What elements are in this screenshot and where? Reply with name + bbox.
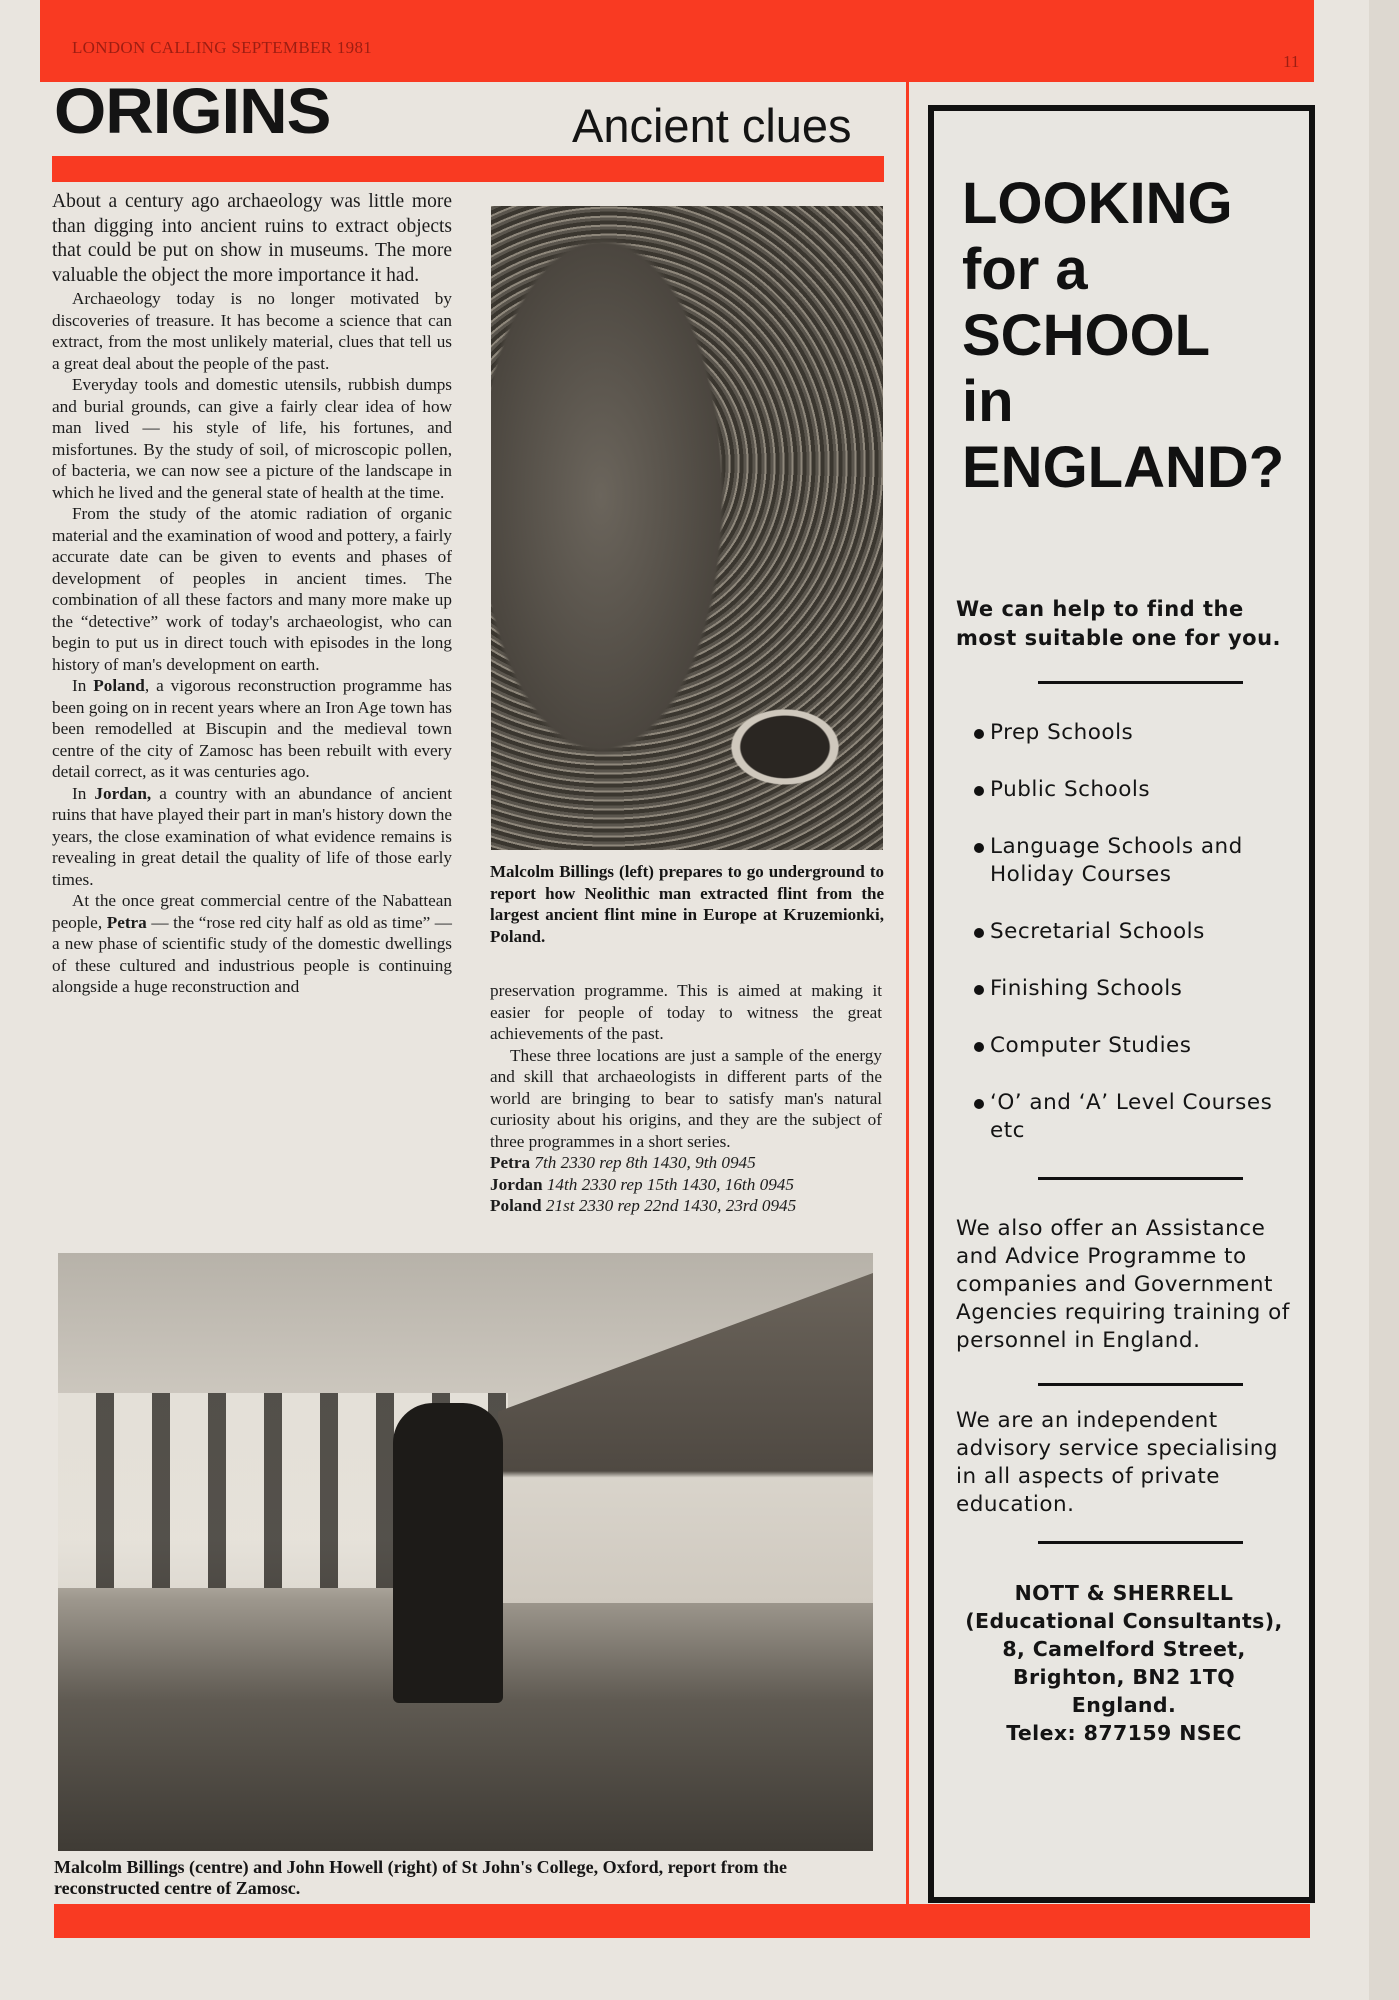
headline-line: ENGLAND?: [962, 435, 1285, 500]
country: England.: [1071, 1693, 1177, 1717]
service-item: [974, 918, 1304, 946]
service-label: Prep Schools: [990, 720, 1134, 745]
bullet-icon: [974, 786, 984, 796]
zamosc-caption: Malcolm Billings (centre) and John Howell (right) of St John's College, Oxford, report from the reconstructed centre of Zamosc.: [54, 1857, 787, 1898]
text-run: At the once great commercial centre of the Nabattean people,: [52, 891, 452, 932]
paragraph: From the study of the atomic radiation of organic material and the examination of wood and pottery, a fairly accurate date can be given to events and phases of development of peoples in ancient times. The combination of all these factors and many more make up the “detective” work of today's archaeologist, who can begin to put us in direct touch with episodes in the long history of man's development on earth.: [52, 504, 452, 674]
headline-line: in: [962, 369, 1014, 434]
text-run: a country with an abundance of ancient ruins that have played their part in man's history down the years, the close examination of what evidence remains is revealing in great detail the quality of life of those early times.: [52, 783, 452, 889]
service-label: ‘O’ and ‘A’ Level Courses etc: [990, 1090, 1273, 1143]
schedule-poland: [490, 1195, 882, 1217]
footer-band: [54, 1904, 1310, 1938]
reporters-group: [393, 1403, 503, 1703]
service-item: [974, 719, 1304, 747]
schedule-title: Poland: [490, 1196, 542, 1215]
telex-number: Telex: 877159 NSEC: [1006, 1721, 1242, 1745]
paragraph-petra: [52, 890, 452, 998]
paragraph: Everyday tools and domestic utensils, rubbish dumps and burial grounds, can give a fairly clear idea of how man lived — his style of life, his fortunes, and misfortunes. By the study of soil, of microscopic pollen, of bacteria, we can now see a picture of the landscape in which he lived and the general state of health at the time.: [52, 375, 452, 502]
text-run: , a vigorous reconstruction programme has been going on in recent years where an Iron Age town has been remodelled at Biscupin and the medieval town centre of the city of Zamosc has been rebuilt with every detail correct, as it was centuries ago.: [52, 676, 452, 781]
divider-rule: [1038, 1541, 1243, 1544]
service-label: Computer Studies: [990, 1033, 1192, 1058]
bullet-icon: [974, 985, 984, 995]
text-run: — the “rose red city half as old as time” — a new phase of scientific study of the domestic dwellings of these cultured and industrious people is continuing alongside a huge reconstruction and: [52, 912, 452, 996]
bullet-icon: [974, 1099, 984, 1109]
schedule-times: 7th 2330 rep 8th 1430, 9th 0945: [534, 1153, 756, 1172]
townhouse-facade: [498, 1273, 873, 1603]
bullet-icon: [974, 1042, 984, 1052]
headline-line: SCHOOL: [962, 303, 1211, 368]
running-head: LONDON CALLING SEPTEMBER 1981: [72, 38, 373, 57]
divider-rule: [1038, 1383, 1243, 1386]
zamosc-square-photo: [58, 1253, 873, 1851]
page-number: 11: [1283, 52, 1300, 71]
paragraph: About a century ago archaeology was little more than digging into ancient ruins to extract objects that could be put on show in museums. The more valuable the object the more importance it had.: [52, 191, 452, 286]
flint-mine-photo: [491, 206, 883, 850]
text-run: In: [72, 676, 94, 695]
service-item: [974, 1089, 1304, 1145]
place-name: Jordan,: [94, 783, 152, 803]
divider-rule: [1038, 681, 1243, 684]
place-name: Poland: [93, 676, 145, 695]
company-name: NOTT & SHERRELL: [1014, 1581, 1234, 1605]
place-name: Petra: [106, 912, 147, 932]
page-edge: [1369, 0, 1399, 2000]
paragraph: preservation programme. This is aimed at making it easier for people of today to witness the great achievements of the past.: [490, 981, 882, 1043]
about-text: We are an independent advisory service specialising in all aspects of private education.: [956, 1408, 1279, 1517]
paragraph: These three locations are just a sample of the energy and skill that archaeologists in different parts of the world are bringing to bear to satisfy man's natural curiosity about his origins, and they are the subject of three programmes in a short series.: [490, 1045, 882, 1151]
service-item: [974, 1032, 1304, 1060]
service-label: Language Schools and Holiday Courses: [990, 834, 1243, 887]
article-column-1: [52, 190, 452, 998]
headline-line: for a: [962, 237, 1088, 302]
service-label: Finishing Schools: [990, 976, 1183, 1001]
service-label: Secretarial Schools: [990, 919, 1205, 944]
company-descriptor: (Educational Consultants),: [965, 1609, 1283, 1633]
schedule-jordan: [490, 1174, 882, 1196]
schedule-times: 14th 2330 rep 15th 1430, 16th 0945: [546, 1174, 794, 1194]
section-title: ORIGINS: [54, 75, 331, 147]
bullet-icon: [974, 729, 984, 739]
schedule-title: Jordan: [490, 1174, 543, 1194]
city-postcode: Brighton, BN2 1TQ: [1012, 1665, 1236, 1689]
bullet-icon: [974, 928, 984, 938]
service-item: [974, 776, 1304, 804]
paragraph-jordan: [52, 783, 452, 891]
flint-mine-caption: Malcolm Billings (left) prepares to go underground to report how Neolithic man extracted flint from the largest ancient flint mine in Europe at Kruzemionki, Poland.: [490, 862, 884, 946]
street-address: 8, Camelford Street,: [1002, 1637, 1246, 1661]
schedule-title: Petra: [490, 1153, 531, 1172]
services-list: [974, 719, 1304, 1174]
article-subtitle: Ancient clues: [572, 99, 852, 152]
advert-headline: [962, 171, 1284, 501]
divider-rule: [1038, 1177, 1243, 1180]
schedule-times: 21st 2330 rep 22nd 1430, 23rd 0945: [545, 1196, 797, 1215]
column-divider: [906, 82, 909, 1912]
paragraph: Archaeology today is no longer motivated by discoveries of treasure. It has become a science that can extract, from the most unlikely material, clues that tell us a great deal about the people of the past.: [52, 289, 452, 373]
service-label: Public Schools: [990, 777, 1151, 802]
service-item: [974, 975, 1304, 1003]
text-run: In: [72, 783, 95, 803]
school-advert: [928, 105, 1315, 1903]
schedule-petra: [490, 1152, 882, 1174]
headline-line: LOOKING: [962, 171, 1233, 236]
article-column-2: [490, 980, 882, 1217]
title-underline-bar: [52, 156, 884, 182]
bullet-icon: [974, 843, 984, 853]
advert-intro: We can help to find the most suitable one for you.: [956, 597, 1282, 650]
contact-block: [944, 1579, 1304, 1747]
paragraph-poland: [52, 675, 452, 783]
service-item: [974, 833, 1304, 889]
assistance-text: We also offer an Assistance and Advice Programme to companies and Government Agencies requiring training of personnel in England.: [956, 1216, 1290, 1353]
